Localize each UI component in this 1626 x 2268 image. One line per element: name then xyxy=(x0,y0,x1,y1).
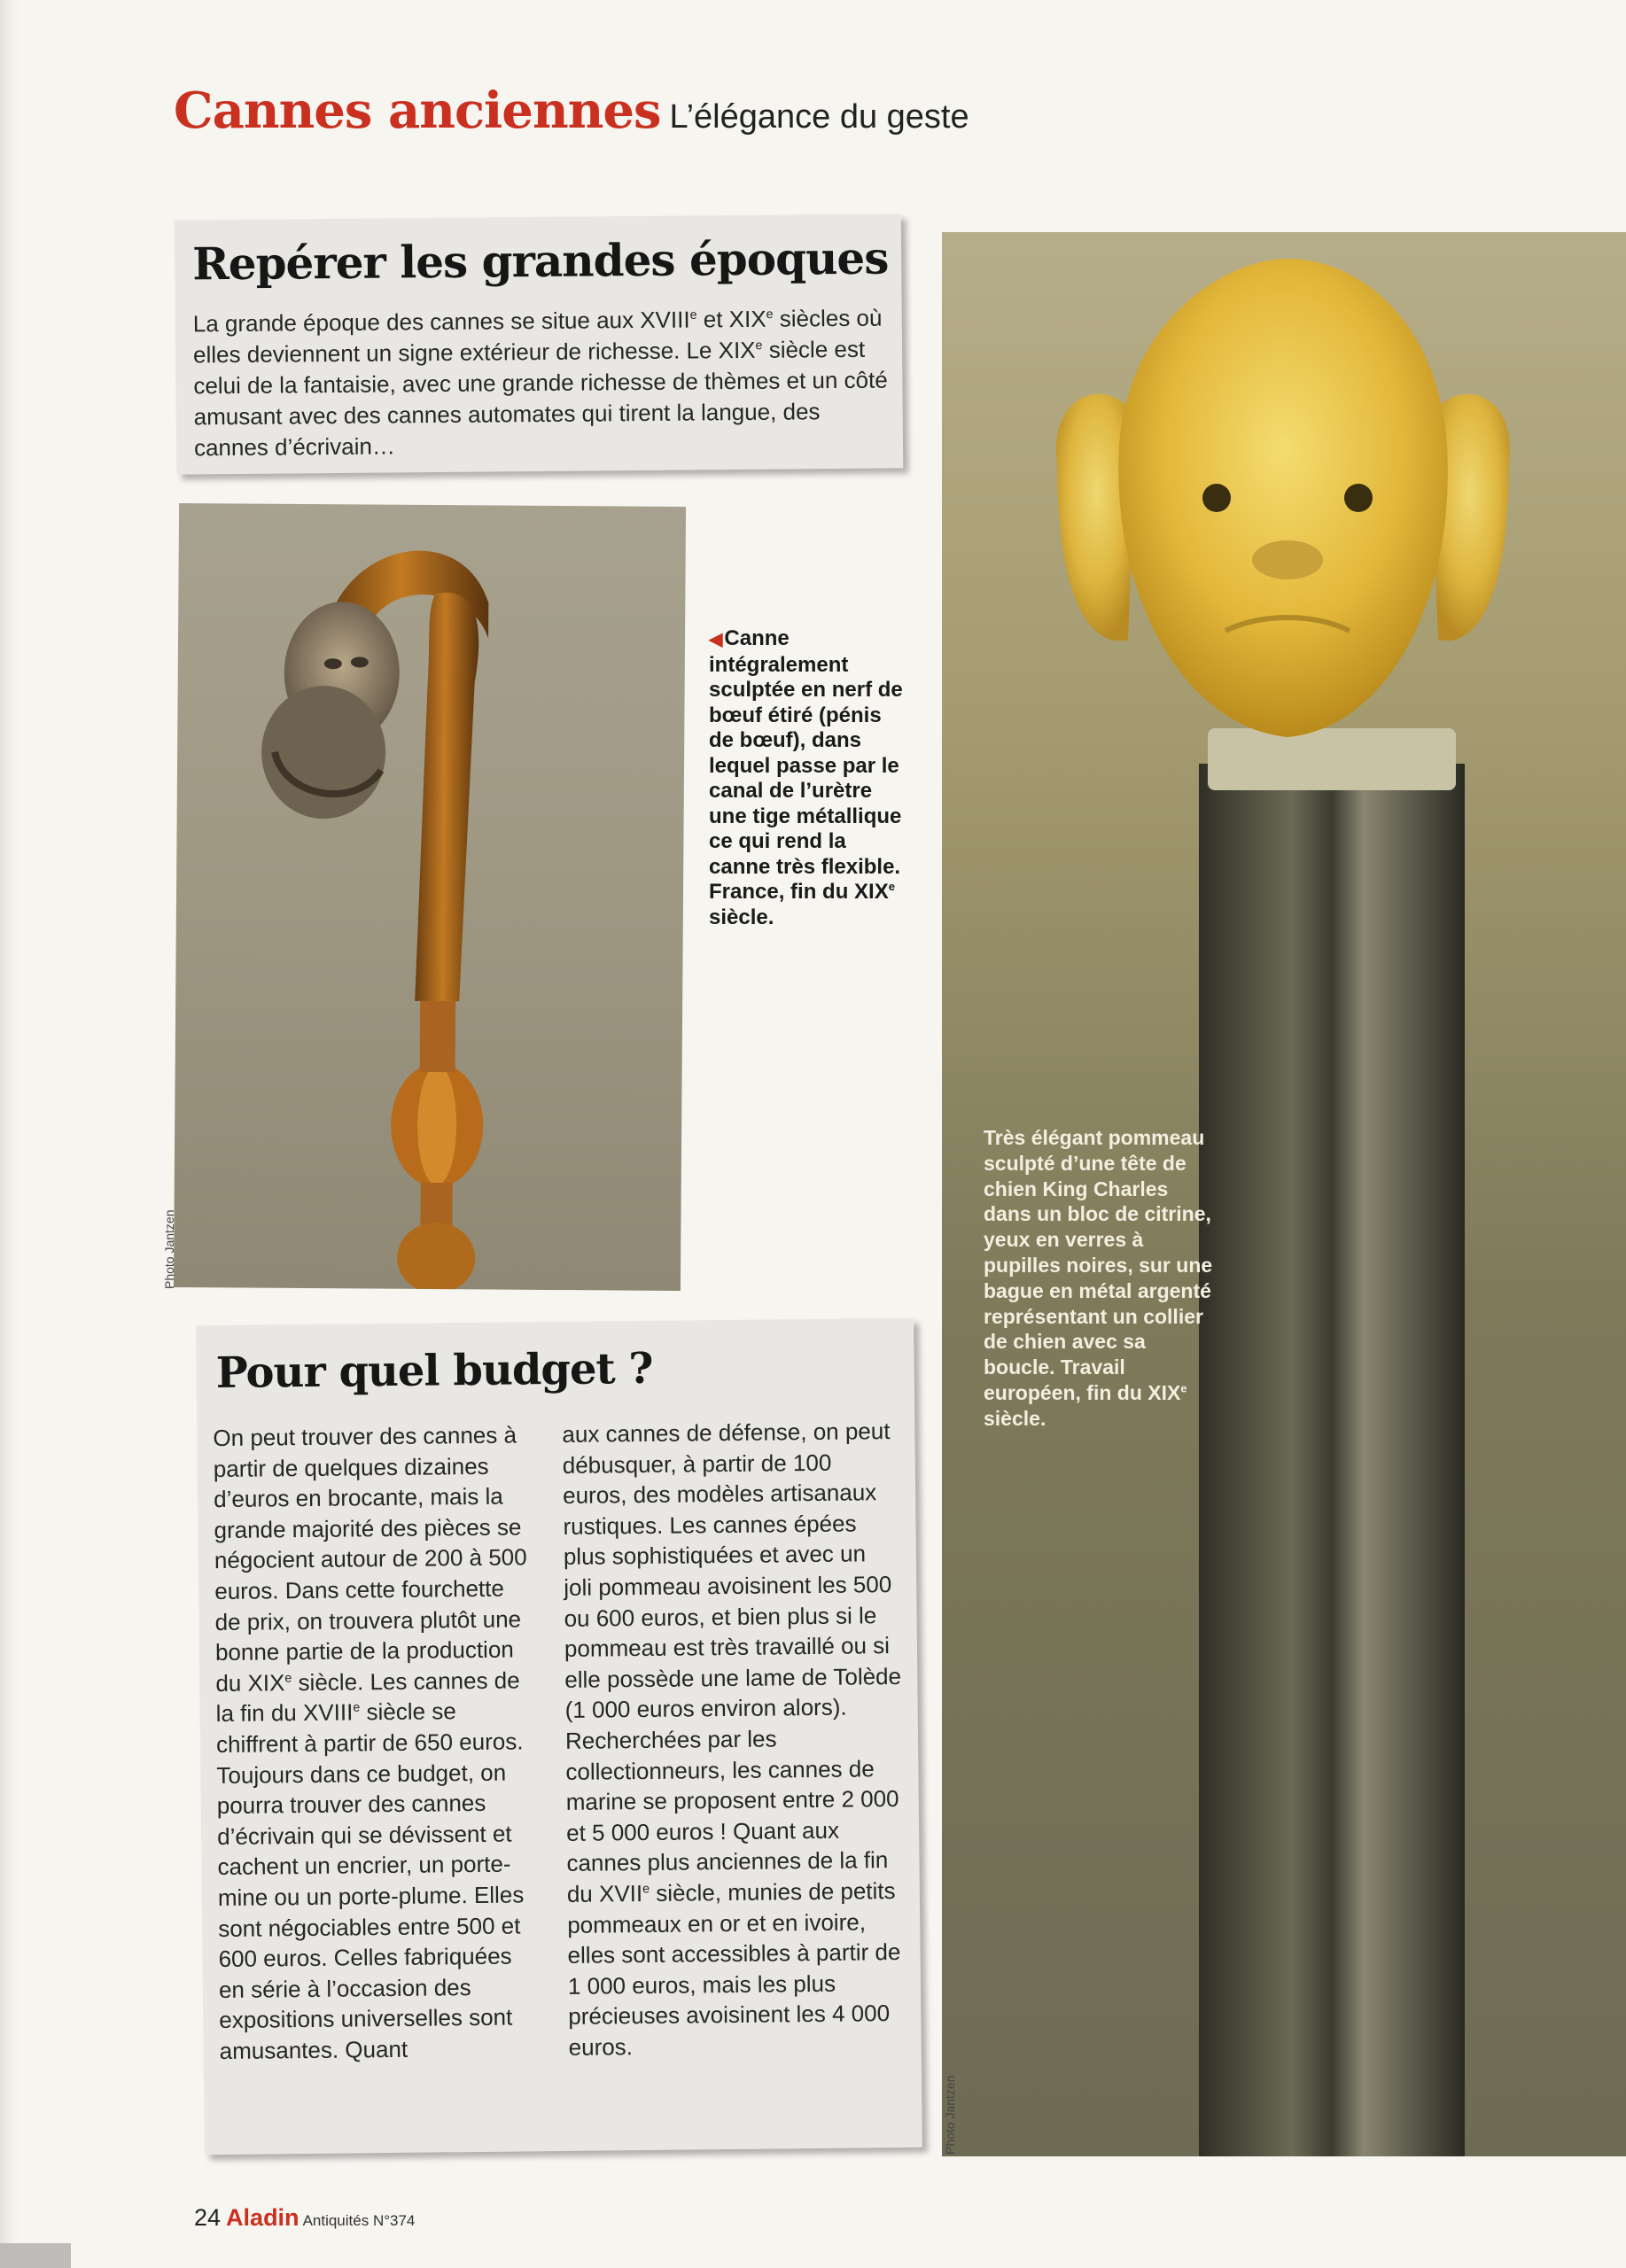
photo-credit-2: Photo Jantzen xyxy=(943,2075,957,2155)
epoques-title: Repérer les grandes époques xyxy=(191,231,889,291)
budget-box xyxy=(196,1318,922,2155)
scan-edge xyxy=(0,2243,71,2268)
issue-number: Antiquités N°374 xyxy=(302,2212,416,2229)
page-header xyxy=(174,82,969,140)
budget-column-1: On peut trouver des cannes à partir de quelques dizaines d’euros en brocante, mais la grande majorité des pièces se négocient autour de 200 à 500 euros. Dans cette fourchette de prix, on trouvera plutôt une bonne partie de la production du XIXe siècle. Les cannes de la fin du XVIIIe siècle se chiffrent à partir de 650 euros. Toujours dans ce budget, on pourra trouver des cannes d’écrivain qui se dévissent et cachent un encrier, un porte-mine ou un porte-plume. Elles sont négociables entre 500 et 600 euros. Celles fabriquées en série à l’occasion des expositions universelles sont amusantes. Quant xyxy=(213,1421,527,2064)
caption-citrine-pommel: Très élégant pommeau sculpté d’une tête de chien King Charles dans un bloc de citrine, yeux en verres à pupilles noires, sur une bague en métal argenté représentant un collier de chien avec sa boucle. Travail européen, fin du XIXe siècle. xyxy=(984,1126,1213,1430)
caption-carved-cane: ◀Canne intégralement sculptée en nerf de bœuf étiré (pénis de bœuf), dans lequel passe par le canal de l’urètre une tige métallique ce qui rend la canne très flexible. France, fin du XIXe siècle. xyxy=(709,626,903,929)
magazine-brand: Aladin xyxy=(226,2204,300,2231)
photo-credit-1: Photo Jantzen xyxy=(162,1209,176,1289)
header-title: Cannes anciennes xyxy=(174,82,661,140)
budget-title: Pour quel budget ? xyxy=(215,1343,653,1399)
epoques-text: La grande époque des cannes se situe aux XVIIIe et XIXe siècles où elles deviennent un signe extérieur de richesse. Le XIXe siècle est celui de la fantaisie, avec une grande richesse de thèmes et un côté amusant avec des cannes automates qui tirent la langue, des cannes d’écrivain… xyxy=(192,304,888,462)
budget-column-2: aux cannes de défense, on peut débusquer, à partir de 100 euros, des modèles artisanaux rustiques. Les cannes épées plus sophistiquées et avec un joli pommeau avoisinent les 500 ou 600 euros, et bien plus si le pommeau est très travaillé ou si elle possède une lame de Tolède (1 000 euros environ alors). Recherchées par les collectionneurs, les cannes de marine se proposent entre 2 000 et 5 000 euros ! Quant aux cannes plus anciennes de la fin du XVIIe siècle, munies de petits pommeaux en or et en ivoire, elles sont accessibles à partir de 1 000 euros, mais les plus précieuses avoisinent les 4 000 euros. xyxy=(562,1418,902,2061)
epoques-box xyxy=(175,214,903,474)
photo-carved-cane xyxy=(174,503,686,1291)
page-footer xyxy=(194,2204,415,2232)
header-subtitle: L’élégance du geste xyxy=(669,98,969,136)
carved-cane-illustration xyxy=(174,503,686,1291)
page-number: 24 xyxy=(194,2204,222,2231)
caption-arrow-icon: ◀ xyxy=(709,630,723,649)
page-gutter xyxy=(0,0,19,2268)
